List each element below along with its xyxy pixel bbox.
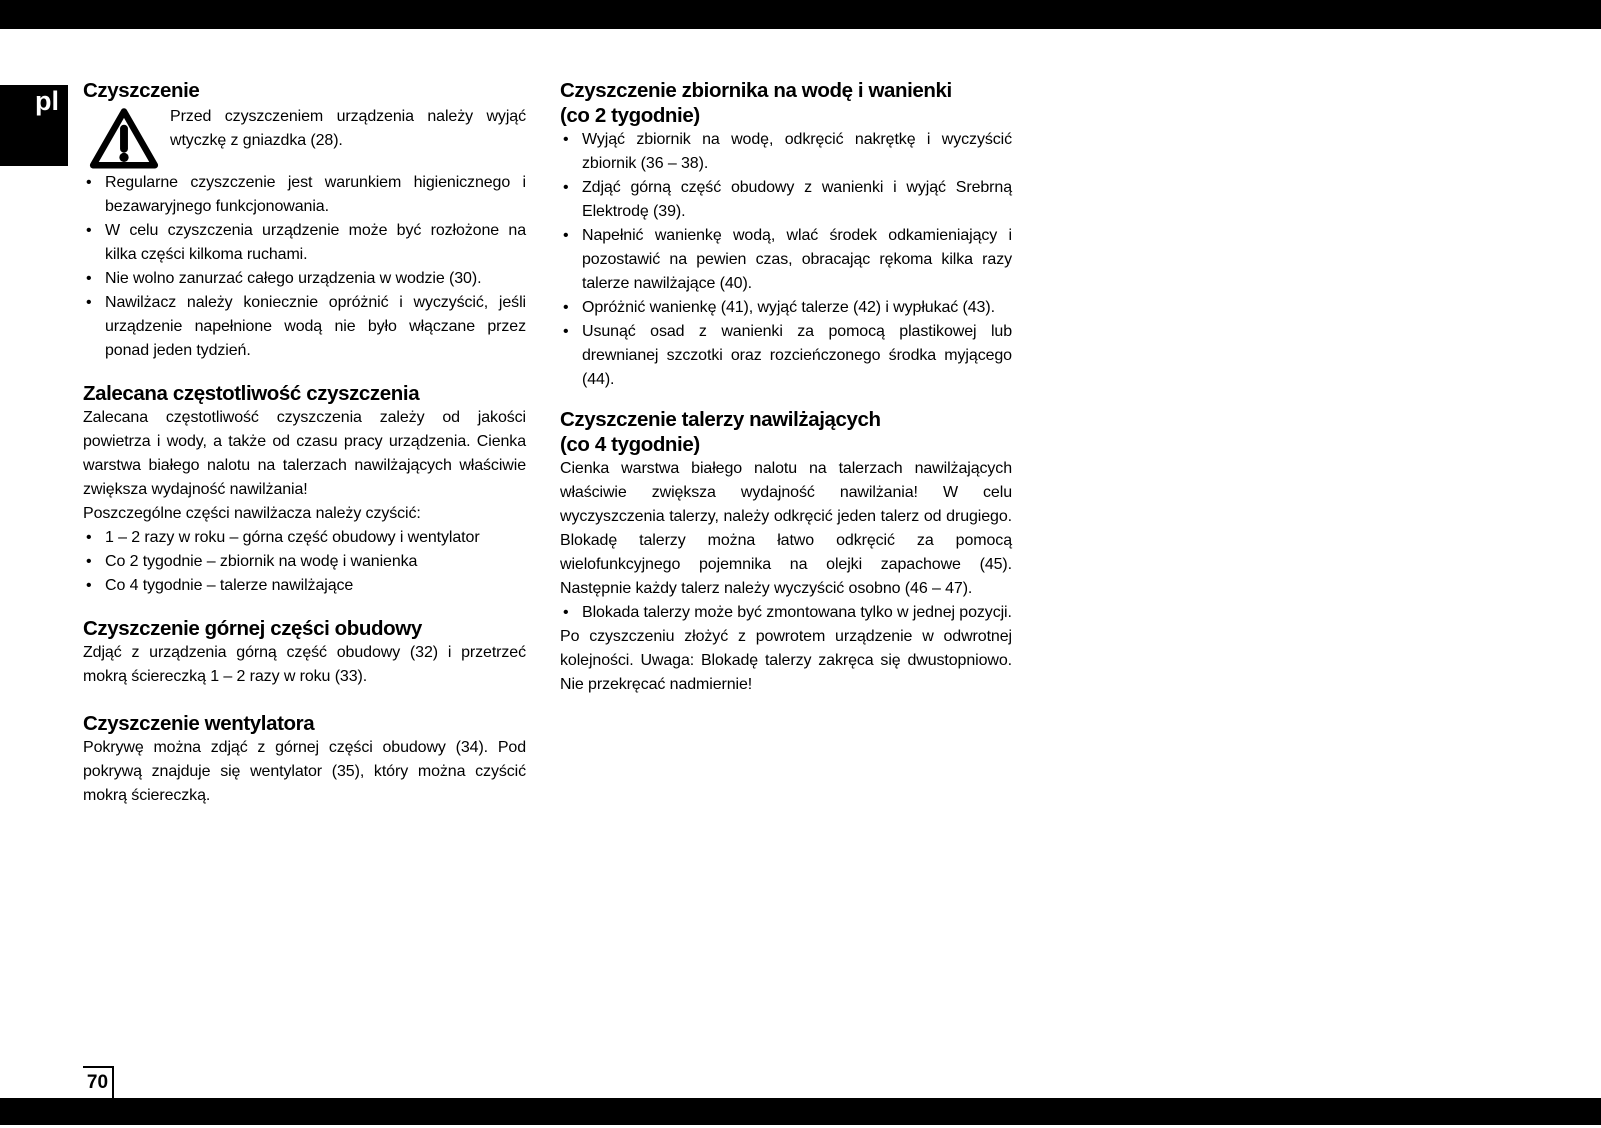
- section-frequency: [83, 381, 526, 598]
- list-item: • Wyjąć zbiornik na wodę, odkręcić nakrętkę i wyczyścić zbiornik (36 – 38).: [560, 128, 1012, 176]
- section-fan-heading: Czyszczenie wentylatora: [83, 712, 315, 735]
- section-discs-heading-line2: (co 4 tygodnie): [560, 433, 700, 456]
- top-black-bar: [0, 0, 1601, 29]
- frequency-intro: Poszczególne części nawilżacza należy czyścić:: [83, 505, 421, 522]
- section-upper-housing: [83, 616, 526, 689]
- fan-paragraph: Pokrywę można zdjąć z górnej części obudowy (34). Pod pokrywą znajduje się wentylator (35), który można czyścić mokrą ściereczką.: [83, 739, 526, 804]
- tank-bullet-list: [560, 128, 1012, 392]
- section-tank: [560, 78, 1012, 392]
- section-fan: [83, 711, 526, 808]
- section-cleaning: [83, 78, 526, 363]
- section-tank-heading-line1: Czyszczenie zbiornika na wodę i wanienki: [560, 79, 952, 102]
- warning-text: Przed czyszczeniem urządzenia należy wyjąć wtyczkę z gniazdka (28).: [170, 108, 526, 149]
- list-item: • Usunąć osad z wanienki za pomocą plastikowej lub drewnianej szczotki oraz rozcieńczonego środka myjącego (44).: [560, 320, 1012, 392]
- frequency-paragraph: Zalecana częstotliwość czyszczenia zależy od jakości powietrza i wody, a także od czasu pracy urządzenia. Cienka warstwa białego nalotu na talerzach nawilżających właściwie zwiększa wydajność nawilżania!: [83, 409, 526, 498]
- list-item: • Opróżnić wanienkę (41), wyjąć talerze (42) i wypłukać (43).: [560, 296, 1012, 320]
- list-item: • Napełnić wanienkę wodą, wlać środek odkamieniający i pozostawić na pewien czas, obracając rękoma kilka razy talerze nawilżające (40).: [560, 224, 1012, 296]
- list-item: • Zdjąć górną część obudowy z wanienki i wyjąć Srebrną Elektrodę (39).: [560, 176, 1012, 224]
- list-item: • Regularne czyszczenie jest warunkiem higienicznego i bezawaryjnego funkcjonowania.: [83, 171, 526, 219]
- upper-housing-paragraph: Zdjąć z urządzenia górną część obudowy (32) i przetrzeć mokrą ściereczką 1 – 2 razy w roku (33).: [83, 644, 526, 685]
- section-upper-housing-heading: Czyszczenie górnej części obudowy: [83, 617, 422, 640]
- list-item: • Nawilżacz należy koniecznie opróżnić i wyczyścić, jeśli urządzenie napełnione wodą nie było włączane przez ponad jeden tydzień.: [83, 291, 526, 363]
- language-tab: [0, 85, 68, 166]
- section-discs-heading-line1: Czyszczenie talerzy nawilżających: [560, 408, 881, 431]
- left-column: [83, 78, 526, 808]
- page-number: 70: [86, 1072, 109, 1093]
- warning-triangle-icon: [88, 105, 160, 171]
- list-item: • 1 – 2 razy w roku – górna część obudowy i wentylator: [83, 526, 526, 550]
- section-frequency-heading: Zalecana częstotliwość czyszczenia: [83, 382, 420, 405]
- list-item: • Co 2 tygodnie – zbiornik na wodę i wanienka: [83, 550, 526, 574]
- discs-paragraph: Cienka warstwa białego nalotu na talerzach nawilżających właściwie zwiększa wydajność nawilżania! W celu wyczyszczenia talerzy, należy odkręcić jeden talerz od drugiego. Blokadę talerzy można łatwo odkręcić za pomocą wielofunkcyjnego pojemnika na olejki zapachowe (45). Następnie każdy talerz należy wyczyścić osobno (46 – 47).: [560, 460, 1012, 597]
- list-item: • W celu czyszczenia urządzenie może być rozłożone na kilka części kilkoma ruchami.: [83, 219, 526, 267]
- list-item: • Co 4 tygodnie – talerze nawilżające: [83, 574, 526, 598]
- bottom-black-bar: [0, 1098, 1601, 1125]
- warning-block: [83, 105, 526, 171]
- list-item: • Blokada talerzy może być zmontowana tylko w jednej pozycji.: [560, 601, 1012, 625]
- language-tab-label: pl: [35, 86, 59, 116]
- section-cleaning-heading: Czyszczenie: [83, 79, 200, 102]
- section-discs: [560, 407, 1012, 697]
- list-item: • Nie wolno zanurzać całego urządzenia w wodzie (30).: [83, 267, 526, 291]
- right-column: [560, 78, 1012, 697]
- discs-bullet-list: [560, 601, 1012, 625]
- section-tank-heading-line2: (co 2 tygodnie): [560, 104, 700, 127]
- page-number-marker: [83, 1066, 114, 1098]
- frequency-bullet-list: [83, 526, 526, 598]
- discs-closing-paragraph: Po czyszczeniu złożyć z powrotem urządzenie w odwrotnej kolejności. Uwaga: Blokadę talerzy zakręca się dwustopniowo. Nie przekręcać nadmiernie!: [560, 628, 1012, 693]
- cleaning-bullet-list: [83, 171, 526, 363]
